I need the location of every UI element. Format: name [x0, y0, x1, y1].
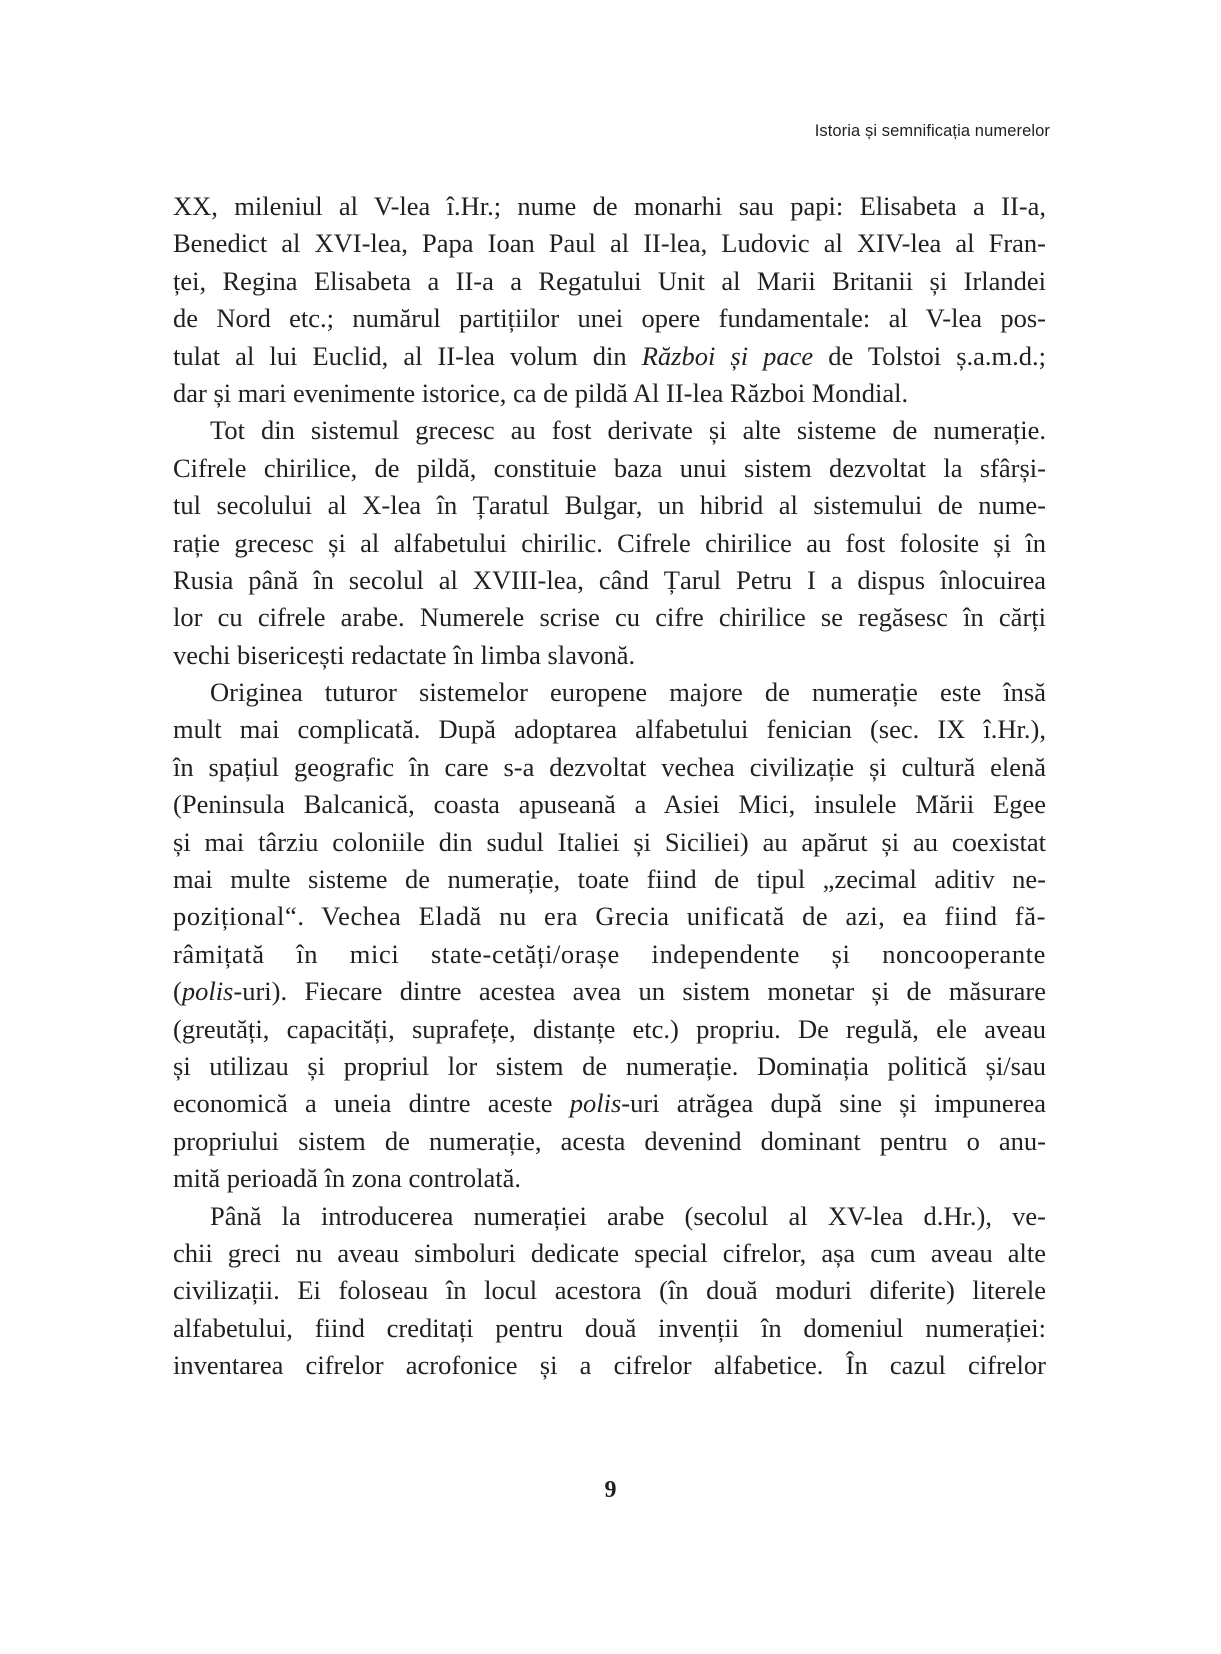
book-title-italic: Război și pace: [641, 340, 814, 371]
paragraph-first-line: Tot din sistemul grecesc au fost derivate și alte sisteme de numerație.: [210, 415, 1046, 446]
text-line: (Peninsula Balcanică, coasta apuseană a Asiei Mici, insulele Mării Egee: [173, 789, 1046, 820]
text-line: Benedict al XVI-lea, Papa Ioan Paul al II-lea, Ludovic al XIV-lea al Fran-: [173, 228, 1046, 259]
italic-term: polis: [181, 976, 234, 1007]
text-line: [173, 973, 1046, 1010]
running-header: Istoria și semnificația numerelor: [814, 122, 1050, 140]
text-line: și utilizau și propriul lor sistem de numerație. Dominația politică și/sau: [173, 1050, 1046, 1081]
text-line: și mai târziu coloniile din sudul Italiei și Siciliei) au apărut și au coexistat: [173, 826, 1046, 857]
text-line: alfabetului, fiind creditați pentru două invenții în domeniul numerației:: [173, 1312, 1046, 1343]
text-segment: -uri atrăgea după sine și impunerea: [621, 1088, 1046, 1119]
paragraph-first-line: Originea tuturor sistemelor europene majore de numerație este însă: [210, 677, 1046, 708]
text-line: tul secolului al X-lea în Țaratul Bulgar, un hibrid al sistemului de nume-: [173, 490, 1046, 521]
text-line: Cifrele chirilice, de pildă, constituie baza unui sistem dezvoltat la sfârși-: [173, 452, 1046, 483]
text-line: pozițional“. Vechea Eladă nu era Grecia unificată de azi, ea fiind fă-: [173, 901, 1046, 932]
text-line: inventarea cifrelor acrofonice și a cifrelor alfabetice. În cazul cifrelor: [173, 1350, 1046, 1381]
text-line: chii greci nu aveau simboluri dedicate special cifrelor, așa cum aveau alte: [173, 1237, 1046, 1268]
text-line: ței, Regina Elisabeta a II-a a Regatului Unit al Marii Britanii și Irlandei: [173, 265, 1046, 296]
text-line: Rusia până în secolul al XVIII-lea, când Țarul Petru I a dispus înlocuirea: [173, 564, 1046, 595]
text-line: în spațiul geografic în care s-a dezvoltat vechea civilizație și cultură elenă: [173, 751, 1046, 782]
text-segment: -uri). Fiecare dintre acestea avea un sistem monetar și de măsurare: [233, 976, 1046, 1007]
text-line: civilizații. Ei foloseau în locul acestora (în două moduri diferite) literele: [173, 1275, 1046, 1306]
text-line: propriului sistem de numerație, acesta devenind dominant pentru o anu-: [173, 1125, 1046, 1156]
text-line: mai multe sisteme de numerație, toate fiind de tipul „zecimal aditiv ne-: [173, 864, 1046, 895]
italic-term: polis: [569, 1088, 622, 1119]
text-line: rație grecesc și al alfabetului chirilic. Cifrele chirilice au fost folosite și în: [173, 527, 1046, 558]
body-text: [173, 188, 1046, 1385]
text-line: dar și mari evenimente istorice, ca de pildă Al II-lea Război Mondial.: [173, 377, 909, 408]
text-segment: de Tolstoi ș.a.m.d.;: [813, 340, 1047, 371]
text-line: de Nord etc.; numărul partițiilor unei opere fundamentale: al V-lea pos-: [173, 303, 1046, 334]
text-line: [173, 338, 1046, 375]
text-line: râmițată în mici state-cetăți/orașe independente și noncooperante: [173, 938, 1046, 969]
text-segment: (: [173, 976, 182, 1007]
text-line: lor cu cifrele arabe. Numerele scrise cu cifre chirilice se regăsesc în cărți: [173, 602, 1046, 633]
text-segment: economică a uneia dintre aceste: [173, 1088, 570, 1119]
text-line: [173, 1085, 1046, 1122]
page-number: 9: [604, 1477, 617, 1503]
text-line: mită perioadă în zona controlată.: [173, 1163, 522, 1194]
text-line: vechi bisericești redactate în limba slavonă.: [173, 639, 636, 670]
text-line: mult mai complicată. După adoptarea alfabetului fenician (sec. IX î.Hr.),: [173, 714, 1046, 745]
paragraph-first-line: Până la introducerea numerației arabe (secolul al XV-lea d.Hr.), ve-: [210, 1200, 1046, 1231]
text-line: XX, mileniul al V-lea î.Hr.; nume de monarhi sau papi: Elisabeta a II-a,: [173, 191, 1046, 221]
text-line: (greutăți, capacități, suprafețe, distanțe etc.) propriu. De regulă, ele aveau: [173, 1013, 1046, 1044]
text-segment: tulat al lui Euclid, al II-lea volum din: [173, 340, 642, 371]
